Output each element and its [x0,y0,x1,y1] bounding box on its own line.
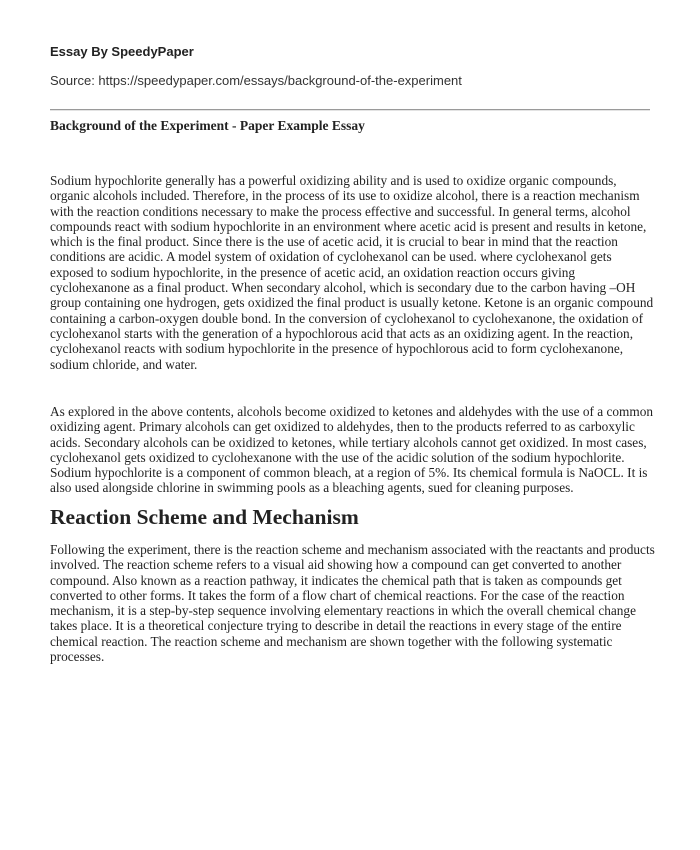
section-paragraph: Following the experiment, there is the reaction scheme and mechanism associated with the reactants and products involved. The reaction scheme refers to a visual aid showing how a compound can get converted to another compound. Also known as a reaction pathway, it indicates the chemical path that is taken as compounds get converted to other forms. It takes the form of a flow chart of chemical reactions. For the case of the reaction mechanism, it is a step-by-step sequence involving elementary reactions in which the overall chemical change takes place. It is a theoretical conjecture trying to describe in detail the reactions in every stage of the entire chemical reaction. The reaction scheme and mechanism are shown together with the following systematic processes. [50,542,655,665]
paragraph-1: Sodium hypochlorite generally has a powerful oxidizing ability and is used to oxidize organic compounds, organic alcohols included. Therefore, in the process of its use to oxidize alcohol, there is a reaction mechanism with the reaction conditions necessary to make the process effective and successful. In general terms, alcohol compounds react with sodium hypochlorite in an environment where acetic acid is present and results in ketone, which is the final product. Since there is the use of acetic acid, it is crucial to bear in mind that the reaction conditions are acidic. A model system of oxidation of cyclohexanol can be used. where cyclohexanol gets exposed to sodium hypochlorite, in the presence of acetic acid, an oxidation reaction occurs giving cyclohexanone as a final product. When secondary alcohol, which is secondary due to the carbon having –OH group containing one hydrogen, gets oxidized the final product is usually ketone. Ketone is an organic compound containing a carbon-oxygen double bond. In the conversion of cyclohexanol to cyclohexanone, the oxidation of cyclohexanol starts with the generation of a hypochlorous acid that acts as an oxidizing agent. In the reaction, cyclohexanol reacts with sodium hypochlorite in the presence of hypochlorous acid to form cyclohexanone, sodium chloride, and water. [50,173,654,372]
document-title: Background of the Experiment - Paper Example Essay [50,118,365,133]
essay-author-line: Essay By SpeedyPaper [50,44,194,59]
paragraph-2: As explored in the above contents, alcohols become oxidized to ketones and aldehydes with the use of a common oxidizing agent. Primary alcohols can get oxidized to aldehydes, then to the products referred to as carboxylic acids. Secondary alcohols can be oxidized to ketones, while tertiary alcohols cannot get oxidized. In most cases, cyclohexanol gets oxidized to cyclohexanone with the use of the acidic solution of the sodium hypochlorite. Sodium hypochlorite is a component of common bleach, at a region of 5%. Its chemical formula is NaOCL. It is also used alongside chlorine in swimming pools as a bleaching agents, sued for cleaning purposes. [50,404,653,496]
source-line: Source: https://speedypaper.com/essays/background-of-the-experiment [50,73,462,88]
section-heading: Reaction Scheme and Mechanism [50,505,359,529]
header-divider [50,109,650,111]
